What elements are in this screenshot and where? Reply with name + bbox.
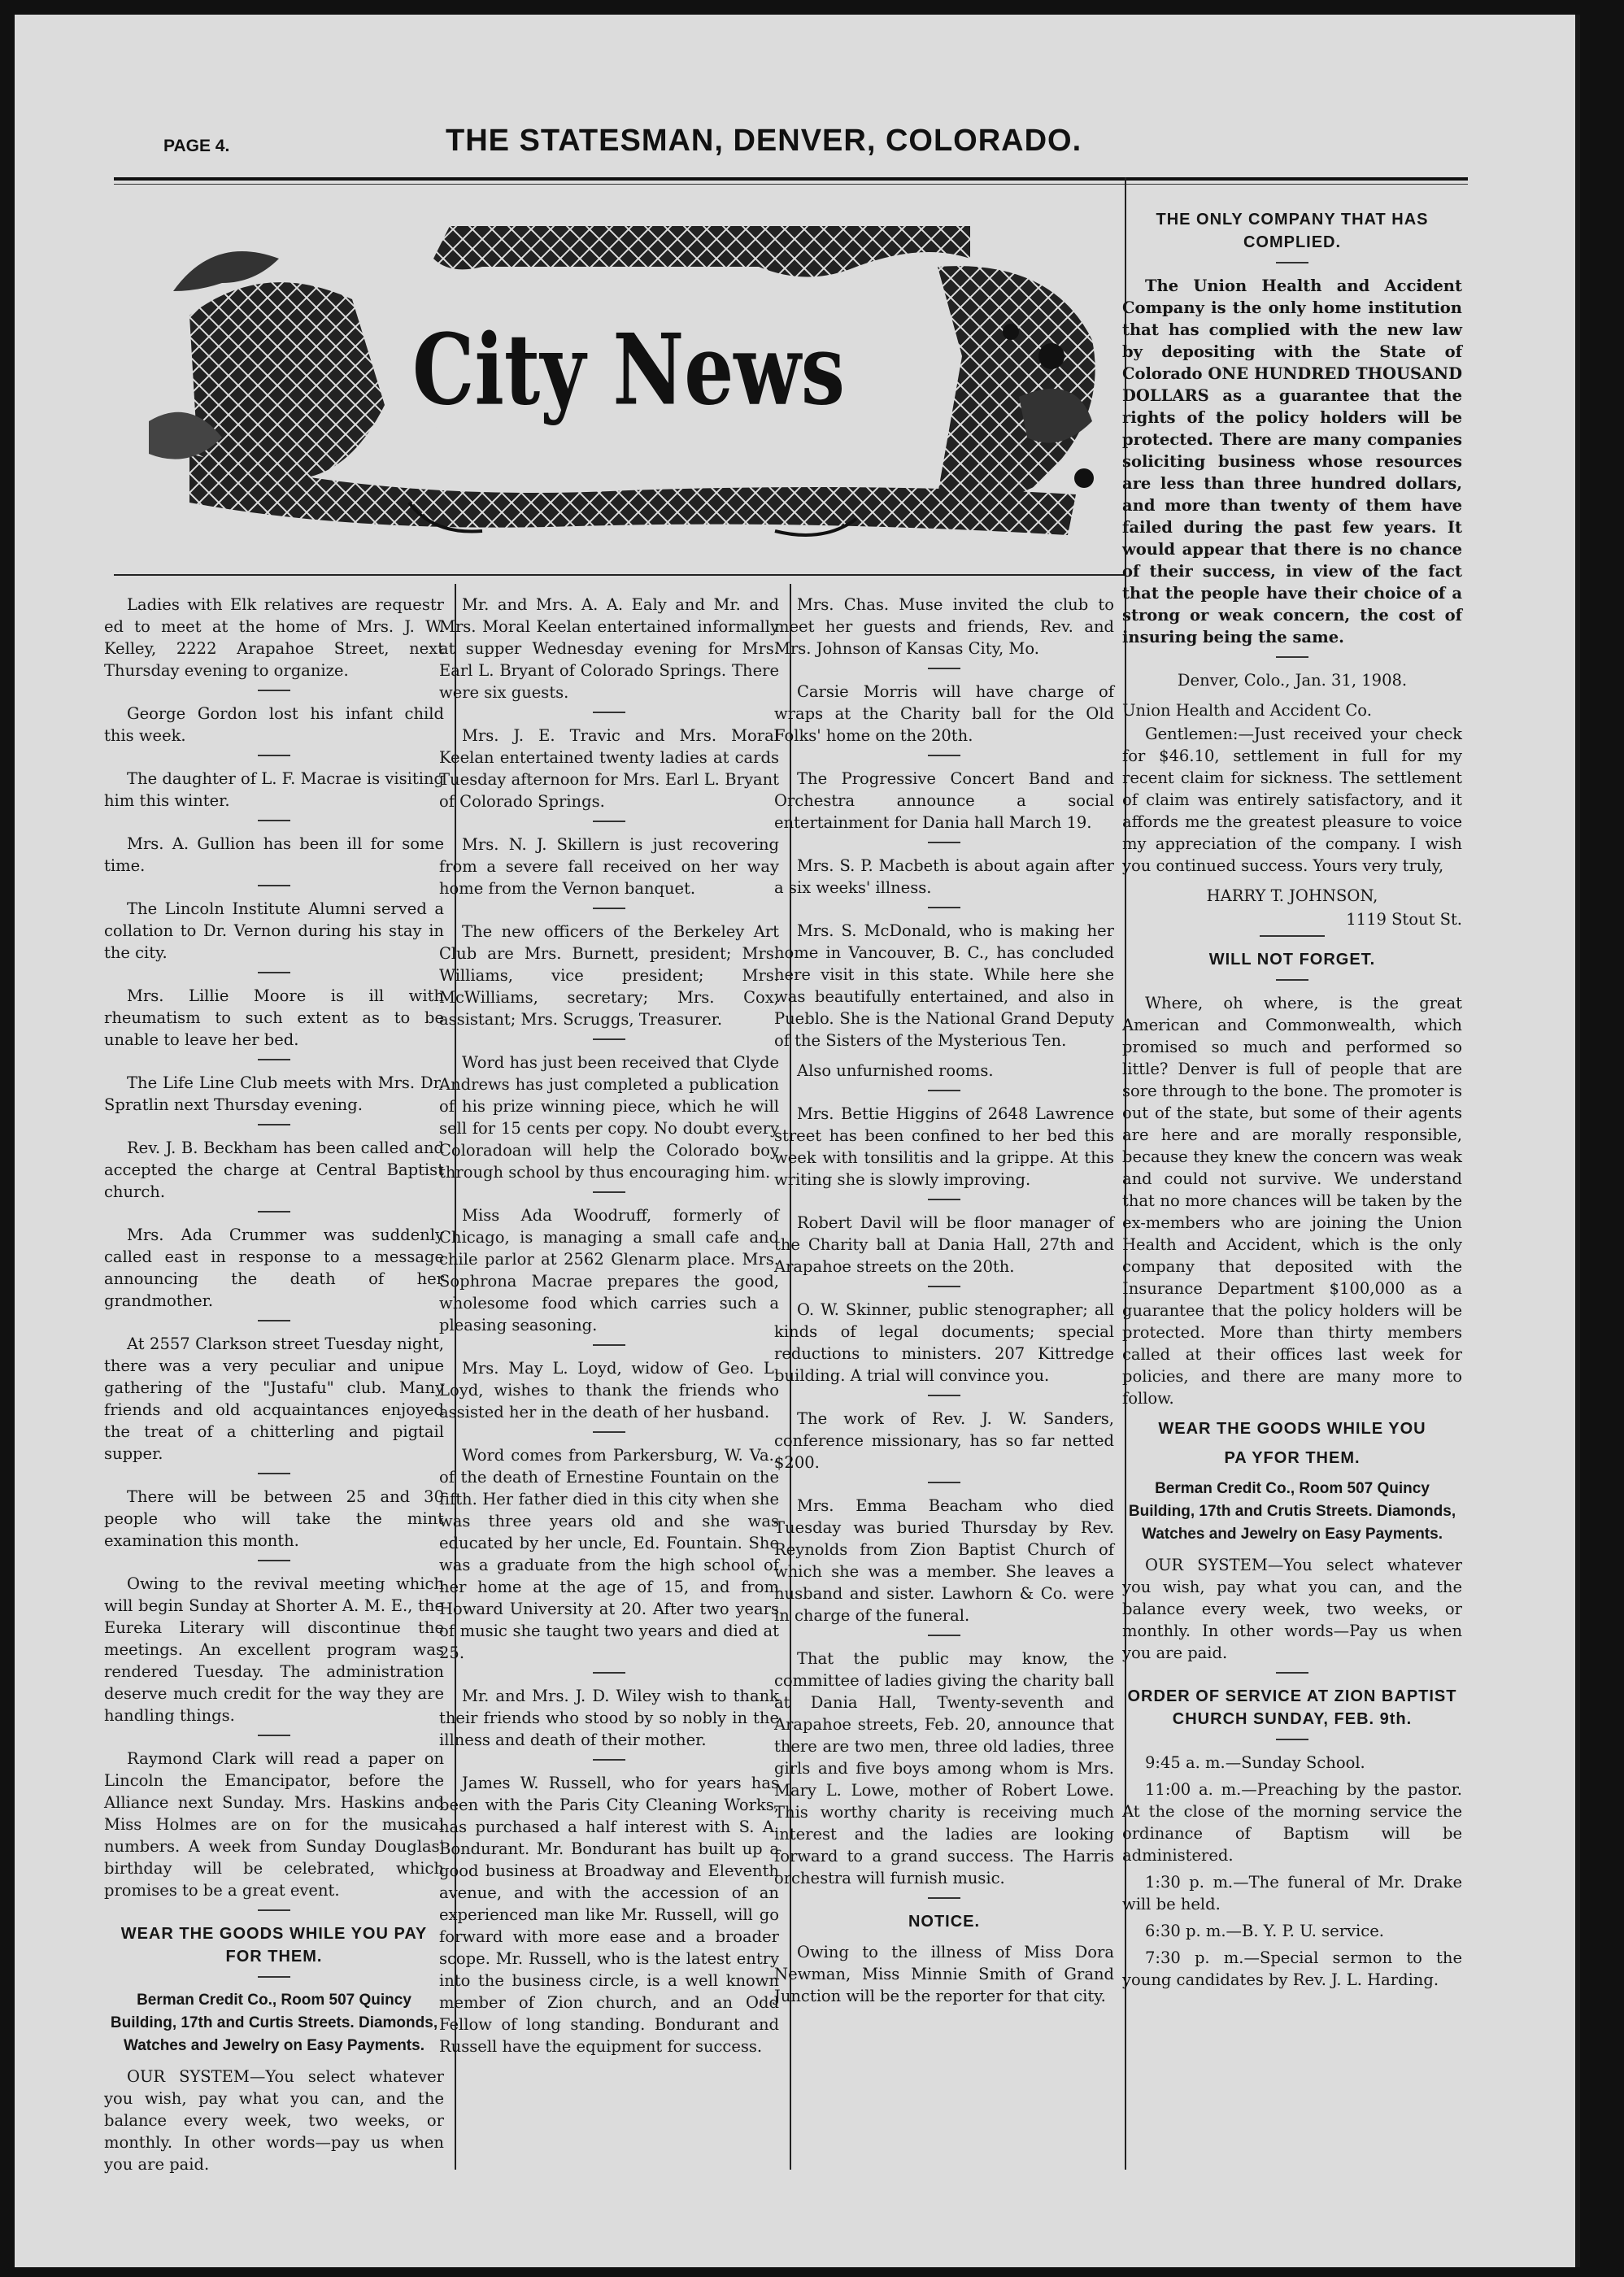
item-separator — [258, 755, 290, 756]
item-separator — [1276, 656, 1308, 658]
page-header — [15, 120, 1575, 177]
ad-heading-2: PA YFOR THEM. — [1224, 1449, 1361, 1467]
item-separator — [593, 821, 625, 822]
ad-heading: WEAR THE GOODS WHILE YOU — [1158, 1420, 1426, 1438]
news-item: There will be between 25 and 30 people who will take the mint examination this month. — [104, 1487, 444, 1550]
ad-body: Berman Credit Co., Room 507 Quincy Building, 17th and Crutis Streets. Diamonds, Watches and Jewelry on Easy Payments. — [1128, 1480, 1456, 1543]
item-separator — [928, 1395, 960, 1396]
item-separator — [1276, 262, 1308, 263]
item-separator — [593, 712, 625, 713]
service-item: 6:30 p. m.—B. Y. P. U. service. — [1145, 1922, 1384, 1940]
editorial-body: Where, oh where, is the great American and Commonwealth, which promised so much and performed so little? Denver is full of people that are sore through to the bone. The promoter is out of the state, but some of their agents are here and are morally responsible, because they knew the concern was weak and could not survive. We understand that no more chances will be taken by the ex-members who are joining the Union Health and Accident, which is the only company that deposited with the Insurance Department $100,000 as a guarantee that the policy holders will be protected. More than thirty members called at their offices last week for policies, and there are many more to follow. — [1122, 994, 1462, 1408]
news-item: Rev. J. B. Beckham has been called and accepted the charge at Central Baptist church. — [104, 1138, 444, 1201]
ad-body: Berman Credit Co., Room 507 Quincy Building, 17th and Curtis Streets. Diamonds, Watches and Jewelry on Easy Payments. — [110, 1992, 438, 2054]
news-item: Mr. and Mrs. J. D. Wiley wish to thank their friends who stood by so nobly in the illness and death of their mother. — [439, 1687, 779, 1749]
news-item: Mrs. May L. Loyd, widow of Geo. L. Loyd, wishes to thank the friends who assisted her in the death of her husband. — [439, 1359, 779, 1421]
news-item: Also unfurnished rooms. — [797, 1061, 994, 1080]
item-separator — [258, 1909, 290, 1911]
letter-body: Gentlemen:—Just received your check for $46.10, settlement in full for my recent claim for sickness. The settlement of claim was entirely satisfactory, and it affords me the greatest pleasure to voice my appreciation of the company. I wish you continued success. Yours very truly, — [1122, 725, 1462, 875]
item-separator — [258, 1560, 290, 1561]
item-separator — [258, 1473, 290, 1474]
item-separator — [928, 1286, 960, 1287]
news-item: The new officers of the Berkeley Art Club are Mrs. Burnett, president; Mrs. Williams, vice president; Mrs. McWilliams, secretary; Mrs. Cox, assistant; Mrs. Scruggs, Treasurer. — [439, 922, 779, 1029]
item-separator — [1276, 1739, 1308, 1740]
news-item: The daughter of L. F. Macrae is visiting him this winter. — [104, 769, 444, 810]
news-item: Mrs. Chas. Muse invited the club to meet her guests and friends, Rev. and Mrs. Johnson of Kansas City, Mo. — [774, 595, 1114, 658]
item-separator — [928, 1635, 960, 1636]
column-2 — [439, 594, 779, 2066]
letter-addressee: Union Health and Accident Co. — [1122, 701, 1372, 720]
newspaper-page — [15, 15, 1580, 2267]
news-item: Mrs. N. J. Skillern is just recovering from a severe fall received on her way home from the Vernon banquet. — [439, 835, 779, 898]
section-heading: WILL NOT FORGET. — [1208, 951, 1376, 969]
news-item: The Lincoln Institute Alumni served a collation to Dr. Vernon during his stay in the city. — [104, 899, 444, 962]
header-rule — [114, 177, 1468, 181]
service-item: 1:30 p. m.—The funeral of Mr. Drake will be held. — [1122, 1873, 1462, 1913]
item-separator — [258, 1124, 290, 1125]
news-item: Carsie Morris will have charge of wraps at the Charity ball for the Old Folks' home on the 20th. — [774, 682, 1114, 745]
notice-body: Owing to the illness of Miss Dora Newman, Miss Minnie Smith of Grand Junction will be the reporter for that city. — [774, 1943, 1114, 2005]
service-item: 9:45 a. m.—Sunday School. — [1145, 1753, 1365, 1772]
service-item: 7:30 p. m.—Special sermon to the young candidates by Rev. J. L. Harding. — [1122, 1948, 1462, 1989]
column-4 — [1122, 202, 1462, 1996]
news-item: James W. Russell, who for years has been with the Paris City Cleaning Works, has purchased a half interest with S. A. Bondurant. Mr. Bondurant has built up a good business at Broadway and Eleventh avenue, and with the accession of an experienced man like Mr. Russell, will go forward with more ease and a broader scope. Mr. Russell, who is the latest entry into the business circle, is a well known member of Zion church, and an Odd Fellow of long standing. Bondurant and Russell have the equipment for success. — [439, 1774, 779, 2056]
item-separator — [1276, 979, 1308, 981]
item-separator — [258, 1059, 290, 1060]
ad-heading: WEAR THE GOODS WHILE YOU PAY FOR THEM. — [120, 1925, 428, 1966]
item-separator — [258, 885, 290, 886]
item-separator — [258, 690, 290, 691]
news-item: Mrs. A. Gullion has been ill for some time. — [104, 834, 444, 875]
ad-system: OUR SYSTEM—You select whatever you wish, pay what you can, and the balance every week, two weeks, or monthly. In other words—Pay us when you are paid. — [1122, 1556, 1462, 1662]
item-separator — [593, 1759, 625, 1761]
news-item: Miss Ada Woodruff, formerly of Chicago, is managing a small cafe and chile parlor at 2562 Glenarm place. Mrs. Sophrona Macrae prepares the good, wholesome food which carries such a pleasing seasoning. — [439, 1206, 779, 1334]
company-statement: The Union Health and Accident Company is the only home institution that has complied with the new law by depositing with the State of Colorado ONE HUNDRED THOUSAND DOLLARS as a guarantee that the rights of the policy holders will be protected. There are many companies soliciting business whose resources are less than three hundred dollars, and more than twenty of them have failed during the past few years. It would appear that there is no chance of their success, in view of the fact that the people have their choice of a strong or weak concern, the cost of insuring being the same. — [1122, 276, 1462, 647]
item-separator — [258, 1320, 290, 1321]
item-separator — [928, 668, 960, 669]
item-separator — [1276, 1672, 1308, 1674]
column-3 — [774, 594, 1114, 2015]
item-separator — [928, 1199, 960, 1200]
section-heading: THE ONLY COMPANY THAT HAS COMPLIED. — [1156, 211, 1429, 251]
news-item: Mr. and Mrs. A. A. Ealy and Mr. and Mrs. Moral Keelan entertained informally at supper Wednesday evening for Mrs. Earl L. Bryant of Colorado Springs. There were six guests. — [439, 595, 779, 702]
news-item: That the public may know, the committee of ladies giving the charity ball at Dania Hall, Twenty-seventh and Arapahoe streets, Feb. 20, announce that there are two men, three old ladies, three girls and five boys among whom is Mrs. Mary L. Lowe, mother of Robert Lowe. This worthy charity is receiving much interest and the ladies are looking forward to a grand success. The Harris orchestra will furnish music. — [774, 1649, 1114, 1887]
service-item: 11:00 a. m.—Preaching by the pastor. At the close of the morning service the ordinance of Baptism will be administered. — [1122, 1780, 1462, 1865]
news-item: Word has just been received that Clyde Andrews has just completed a publication of his prize winning piece, which he will sell for 15 cents per copy. No doubt every Coloradoan will help the Colorado boy through school by thus encouraging him. — [439, 1053, 779, 1182]
news-item: George Gordon lost his infant child this week. — [104, 704, 444, 745]
item-separator — [928, 1090, 960, 1091]
news-item: At 2557 Clarkson street Tuesday night, there was a very peculiar and unipue gathering of the "Justafu" club. Many friends and old acquaintances enjoyed the treat of a chitterling and pigtail supper. — [104, 1334, 444, 1463]
letter-signer: HARRY T. JOHNSON, — [1206, 886, 1378, 905]
letter-date: Denver, Colo., Jan. 31, 1908. — [1177, 671, 1408, 690]
header-rule-thin — [114, 184, 1468, 185]
news-item: Mrs. S. P. Macbeth is about again after a six weeks' illness. — [774, 856, 1114, 897]
item-separator — [928, 907, 960, 908]
news-item: Mrs. S. McDonald, who is making her home in Vancouver, B. C., has concluded here visit in this state. While here she was beautifully entertained, and also in Pueblo. She is the National Grand Deputy of the Sisters of the Mysterious Ten. — [774, 921, 1114, 1050]
news-item: The Progressive Concert Band and Orchestra announce a social entertainment for Dania hall March 19. — [774, 769, 1114, 832]
news-item: Robert Davil will be floor manager of the Charity ball at Dania Hall, 27th and Arapahoe streets on the 20th. — [774, 1213, 1114, 1276]
item-separator — [258, 972, 290, 973]
news-item: Ladies with Elk relatives are requestr ed to meet at the home of Mrs. J. W. Kelley, 2222 Arapahoe Street, next Thursday evening to organize. — [104, 595, 444, 680]
news-item: Mrs. Emma Beacham who died Tuesday was buried Thursday by Rev. Reynolds from Zion Baptist Church of which she was a member. She leaves a husband and sister. Lawhorn & Co. were in charge of the funeral. — [774, 1496, 1114, 1625]
item-separator — [928, 755, 960, 756]
item-separator — [258, 1211, 290, 1213]
notice-heading: NOTICE. — [908, 1913, 981, 1931]
item-separator — [928, 842, 960, 843]
news-item: The work of Rev. J. W. Sanders, conference missionary, has so far netted $200. — [774, 1409, 1114, 1472]
news-item: Raymond Clark will read a paper on Lincoln the Emancipator, before the Alliance next Sunday. Mrs. Haskins and Miss Holmes are on for the musical numbers. A week from Sunday Douglas' birthday will be celebrated, which promises to be a great event. — [104, 1749, 444, 1900]
section-heading: ORDER OF SERVICE AT ZION BAPTIST CHURCH SUNDAY, FEB. 9th. — [1127, 1687, 1457, 1728]
news-item: The Life Line Club meets with Mrs. Dr. Spratlin next Thursday evening. — [104, 1073, 444, 1114]
city-news-banner — [141, 210, 1117, 559]
item-separator — [593, 1191, 625, 1193]
news-item: Owing to the revival meeting which will begin Sunday at Shorter A. M. E., the Eureka Literary will discontinue the meetings. An excellent program was rendered Tuesday. The administration deserve much credit for the way they are handling things. — [104, 1574, 444, 1725]
news-item: Mrs. Ada Crummer was suddenly called east in response to a message announcing the death of her grandmother. — [104, 1226, 444, 1310]
item-separator — [258, 820, 290, 821]
banner-rule — [114, 574, 1125, 576]
item-separator — [928, 1897, 960, 1899]
item-separator — [593, 1344, 625, 1346]
news-item: Word comes from Parkersburg, W. Va., of the death of Ernestine Fountain on the fifth. Her father died in this city when she was three years old and she was educated by her uncle, Ed. Fountain. She was a graduate from the high school of her home at the age of 15, and from Howard University at 20. After two years of music she taught two years and died at 25. — [439, 1446, 779, 1662]
item-separator — [593, 1431, 625, 1433]
news-item: Mrs. J. E. Travic and Mrs. Moral Keelan entertained twenty ladies at cards Tuesday afternoon for Mrs. Earl L. Bryant of Colorado Springs. — [439, 726, 779, 811]
letter-signer-address: 1119 Stout St. — [1346, 910, 1462, 929]
news-item: Mrs. Bettie Higgins of 2648 Lawrence street has been confined to her bed this week with tonsilitis and la grippe. At this writing she is slowly improving. — [774, 1104, 1114, 1189]
banner-title: City News — [412, 311, 845, 428]
item-separator — [593, 908, 625, 909]
item-separator — [258, 1735, 290, 1736]
ad-system: OUR SYSTEM—You select whatever you wish, pay what you can, and the balance every week, two weeks, or monthly. In other words—pay us when you are paid. — [104, 2067, 444, 2174]
news-item: O. W. Skinner, public stenographer; all kinds of legal documents; special reductions to ministers. 207 Kittredge building. A trial will convince you. — [774, 1300, 1114, 1385]
item-separator — [928, 1482, 960, 1483]
item-separator — [258, 1976, 290, 1978]
item-separator — [1260, 935, 1325, 937]
page-number: PAGE 4. — [163, 137, 230, 155]
item-separator — [593, 1672, 625, 1674]
column-1 — [104, 594, 444, 2183]
news-item: Mrs. Lillie Moore is ill with rheumatism to such extent as to be unable to leave her bed. — [104, 986, 444, 1049]
masthead: THE STATESMAN, DENVER, COLORADO. — [446, 124, 1082, 158]
item-separator — [593, 1038, 625, 1040]
